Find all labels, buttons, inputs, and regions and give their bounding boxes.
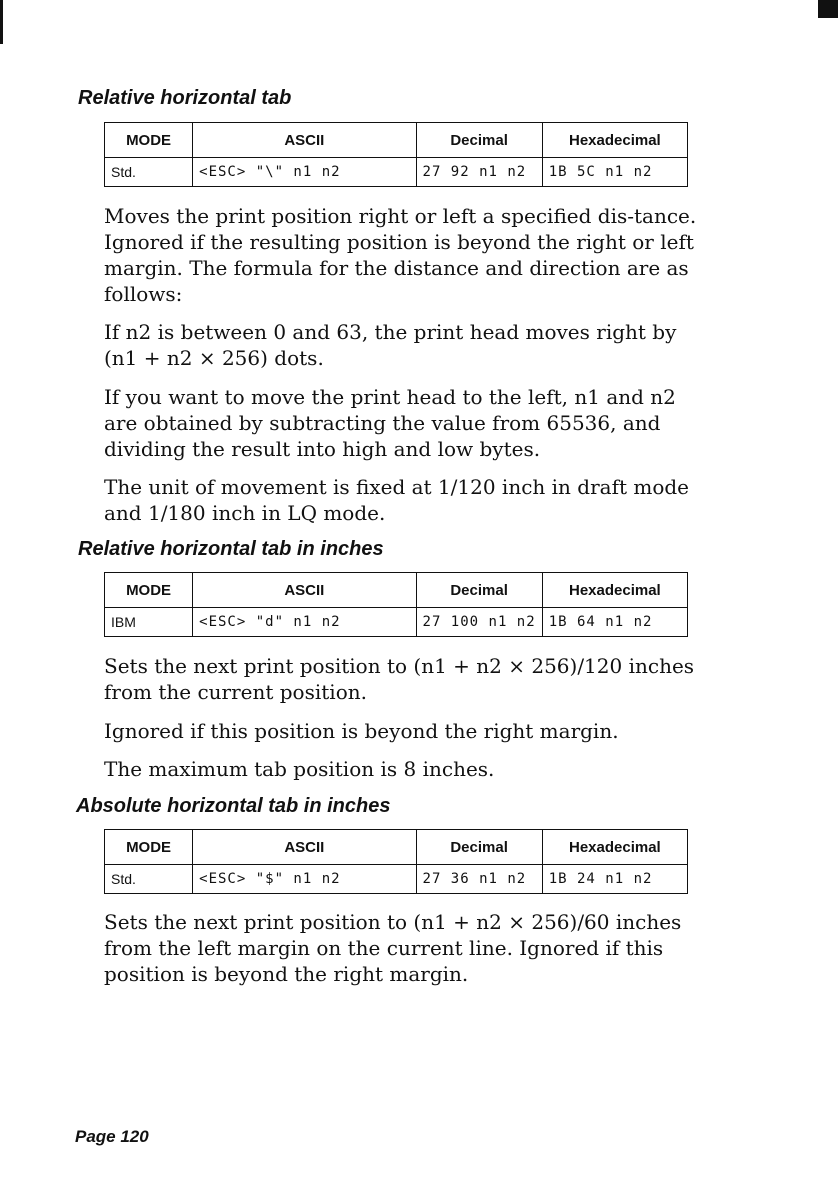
header-hexadecimal: Hexadecimal: [542, 830, 687, 865]
table-row: [105, 158, 688, 187]
cell-ascii: <ESC> "d" n1 n2: [193, 608, 416, 637]
body-paragraph: Moves the print position right or left a specified dis-tance. Ignored if the resulting position is beyond the right or left margin. The formula for the distance and direction are as follows:: [104, 204, 697, 306]
table-row: [105, 865, 688, 894]
cell-hexadecimal: 1B 5C n1 n2: [542, 158, 687, 187]
command-table: [104, 829, 688, 894]
command-table: [104, 122, 688, 187]
body-paragraph: Ignored if this position is beyond the right margin.: [104, 719, 619, 743]
cell-mode: Std.: [105, 865, 193, 894]
section-heading: Absolute horizontal tab in inches: [76, 795, 391, 817]
body-paragraph: The maximum tab position is 8 inches.: [104, 757, 495, 781]
cell-ascii: <ESC> "$" n1 n2: [193, 865, 416, 894]
header-mode: MODE: [105, 573, 193, 608]
body-paragraph: The unit of movement is fixed at 1/120 inch in draft mode and 1/180 inch in LQ mode.: [104, 475, 690, 525]
header-mode: MODE: [105, 123, 193, 158]
cell-decimal: 27 36 n1 n2: [416, 865, 542, 894]
cell-hexadecimal: 1B 24 n1 n2: [542, 865, 687, 894]
table-row: [105, 608, 688, 637]
table-header-row: [105, 123, 688, 158]
table-header-row: [105, 830, 688, 865]
header-ascii: ASCII: [193, 123, 416, 158]
header-ascii: ASCII: [193, 573, 416, 608]
header-mode: MODE: [105, 830, 193, 865]
header-decimal: Decimal: [416, 123, 542, 158]
header-decimal: Decimal: [416, 573, 542, 608]
scan-edge-mark-right: [818, 0, 838, 18]
header-ascii: ASCII: [193, 830, 416, 865]
cell-ascii: <ESC> "\" n1 n2: [193, 158, 416, 187]
cell-mode: Std.: [105, 158, 193, 187]
table-header-row: [105, 573, 688, 608]
cell-decimal: 27 100 n1 n2: [416, 608, 542, 637]
scan-edge-mark-left: [0, 0, 3, 44]
cell-hexadecimal: 1B 64 n1 n2: [542, 608, 687, 637]
body-paragraph: If you want to move the print head to the left, n1 and n2 are obtained by subtracting the value from 65536, and dividing the result into high and low bytes.: [104, 385, 676, 461]
body-paragraph: Sets the next print position to (n1 + n2 × 256)/60 inches from the left margin on the current line. Ignored if this position is beyond the right margin.: [104, 910, 682, 986]
header-hexadecimal: Hexadecimal: [542, 573, 687, 608]
body-paragraph: Sets the next print position to (n1 + n2 × 256)/120 inches from the current position.: [104, 654, 695, 704]
body-paragraph: If n2 is between 0 and 63, the print head moves right by (n1 + n2 × 256) dots.: [104, 320, 677, 370]
section-heading: Relative horizontal tab: [78, 87, 292, 109]
cell-mode: IBM: [105, 608, 193, 637]
cell-decimal: 27 92 n1 n2: [416, 158, 542, 187]
header-hexadecimal: Hexadecimal: [542, 123, 687, 158]
section-heading: Relative horizontal tab in inches: [78, 538, 384, 560]
page-number: Page 120: [75, 1127, 149, 1146]
command-table: [104, 572, 688, 637]
header-decimal: Decimal: [416, 830, 542, 865]
